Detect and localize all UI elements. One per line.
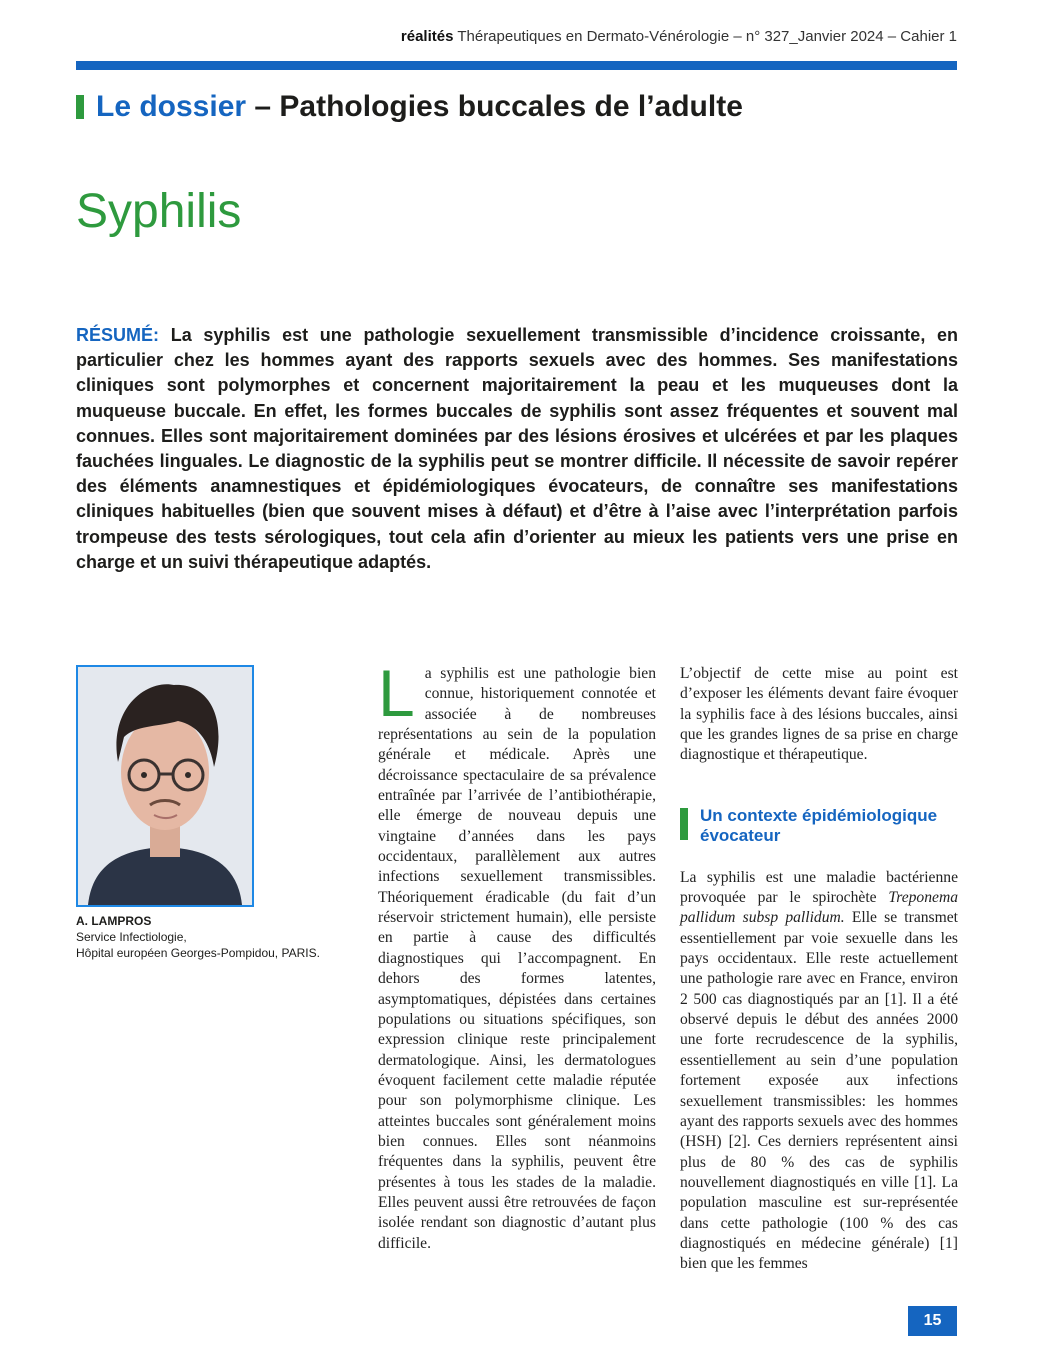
author-block (76, 913, 346, 961)
abstract (76, 323, 958, 575)
intro-text: a syphilis est une pathologie bien connue, historiquement connotée et associée à de nombreuses représentations au sein de la population générale et médicale. Après une décroissance spectaculaire de sa prévalence entraînée par l’arrivée de l’antibiothérapie, elle émerge de nouveau depuis une vingtaine d’années dans les pays occidentaux, parallèlement aux autres infections sexuellement transmissibles. Théoriquement éradicable (du fait d’un réservoir strictement humain), elle persiste en partie à cause des difficultés diagnostiques qui l’accompagnent. En dehors des formes latentes, asymptomatiques, dépistées dans certaines populations ou situations spécifiques, son expression clinique reste principalement dermatologique. Ainsi, les dermatologues évoquent facilement cette maladie réputée pour son polymorphisme clinique. Les atteintes buccales sont généralement moins bien connues. Elles sont néanmoins fréquentes dans la syphilis, peuvent être présentes à tous les stades de la maladie. Elles peuvent aussi être retrouvées de façon isolée rendant son diagnostic d’autant plus difficile. (378, 665, 656, 1252)
author-photo (76, 665, 254, 907)
species-name: Treponema pallidum subsp pallidum. (680, 889, 958, 927)
objective-paragraph: L’objectif de cette mise au point est d’exposer les éléments devant faire évoquer la syphilis face à des lésions buccales, ainsi que les grandes lignes de sa prise en charge diagnostique et thérapeutique. (680, 665, 958, 764)
body-column-1 (378, 656, 656, 1254)
subheading-marker (680, 808, 688, 840)
article-title: Syphilis (76, 185, 242, 238)
top-rule (76, 61, 957, 70)
intro-paragraph (378, 656, 656, 1254)
abstract-label: RÉSUMÉ: (76, 325, 160, 345)
section-marker (76, 95, 84, 119)
epidemiology-text-a: La syphilis est une maladie bactérienne provoquée par le spirochète (680, 868, 958, 907)
author-portrait (78, 667, 252, 905)
author-name: A. LAMPROS (76, 914, 152, 928)
journal-issue: Thérapeutiques en Dermato-Vénérologie – n° 327_Janvier 2024 – Cahier 1 (457, 28, 957, 45)
section-label: Le dossier (96, 90, 247, 123)
page-number: 15 (908, 1306, 957, 1336)
journal-brand: réalités (400, 28, 454, 45)
epidemiology-text-b: Elle se transmet essentiellement par voie sexuelle dans les pays occidentaux. Elle reste actuellement une pathologie rare avec en France, environ 2 500 cas diagnostiqués par an [1]. Il a été observé depuis le début des années 2000 une forte recrudescence de la syphilis, essentiellement au sein d’une population fortement exposée aux infections sexuellement transmissibles: les hommes ayant des rapports sexuels avec des hommes (HSH) [2]. Ces derniers représentent ainsi plus de 80 % des cas de syphilis nouvellement diagnostiqués en ville [1]. La population masculine est sur-représentée dans cette pathologie (100 % des cas diagnostiqués en médecine générale) [1] bien que les femmes (680, 909, 958, 1273)
section-heading (76, 90, 743, 124)
author-hospital: Hôpital européen Georges-Pompidou, PARIS. (76, 946, 320, 960)
body-column-2 (680, 664, 958, 1275)
running-head (401, 28, 957, 45)
section-topic: – Pathologies buccales de l’adulte (254, 90, 743, 123)
author-service: Service Infectiologie, (76, 930, 187, 944)
abstract-text: La syphilis est une pathologie sexuellement transmissible d’incidence croissante, en particulier chez les hommes ayant des rapports sexuels avec des hommes. Ses manifestations cliniques sont polymorphes et concernent majoritairement la peau et les muqueuses dont la muqueuse buccale. En effet, les formes buccales de syphilis sont assez fréquentes et souvent mal connues. Elles sont majoritairement dominées par des lésions érosives et ulcérées et par les plaques fauchées linguales. Le diagnostic de la syphilis peut se montrer difficile. Il nécessite de savoir repérer des éléments anamnestiques et épidémiologiques évocateurs, de connaître ses manifestations cliniques habituelles (bien que souvent mises à défaut) et d’être à l’aise avec l’interprétation parfois trompeuse des tests sérologiques, tout cela afin d’orienter au mieux les patients vers une prise en charge et un suivi thérapeutique adaptés. (76, 325, 958, 572)
drop-cap: L (378, 656, 415, 730)
subheading (680, 806, 958, 846)
subheading-text: Un contexte épidémiologique évocateur (700, 805, 938, 845)
epidemiology-paragraph (680, 868, 958, 1275)
